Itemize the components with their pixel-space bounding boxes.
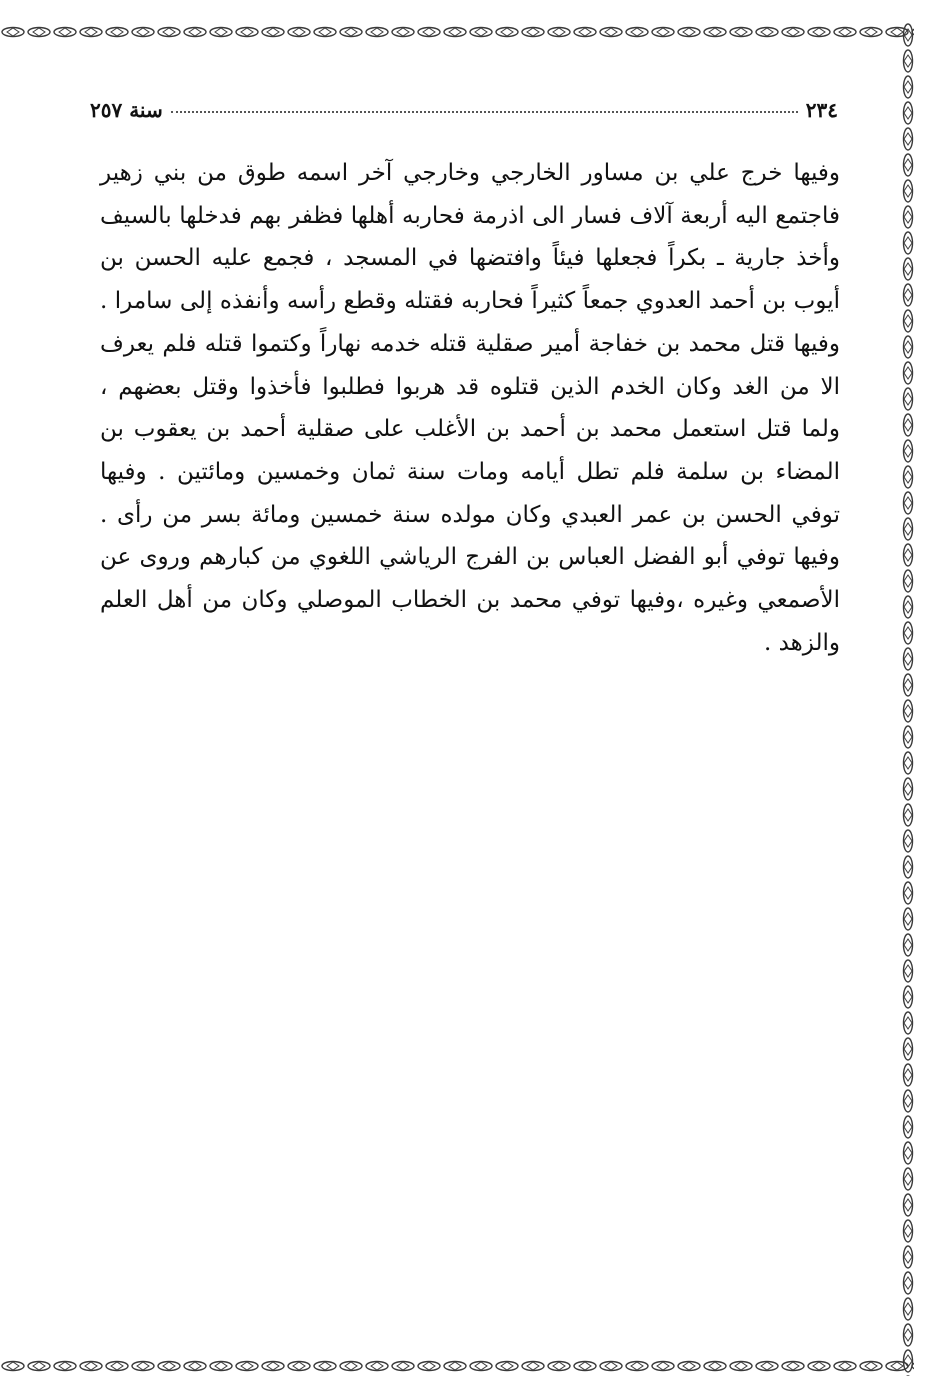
bottom-ornamental-border — [0, 1356, 914, 1376]
body-paragraph: وفيها خرج علي بن مساور الخارجي وخارجي آخر اسمه طوق من بني زهير فاجتمع اليه أربعة آلاف فسار الى اذرمة فحاربه أهلها فظفر بهم فدخلها بالسيف وأخذ جارية ـ بكراً فجعلها فيئاً وافتضها في المسجد ، فجمع عليه الحسن بن أيوب بن أحمد العدوي جمعاً كثيراً فحاربه فقتله وقطع رأسه وأنفذه إلى سامرا . وفيها قتل محمد بن خفاجة أمير صقلية قتله خدمه نهاراً وكتموا قتله فلم يعرف الا من الغد وكان الخدم الذين قتلوه قد هربوا فطلبوا فأخذوا وقتل بعضهم ، ولما قتل استعمل محمد بن أحمد بن الأغلب على صقلية أحمد بن يعقوب بن المضاء بن سلمة فلم تطل أيامه ومات سنة ثمان وخمسين ومائتين . وفيها توفي الحسن بن عمر العبدي وكان مولده سنة خمسين ومائة بسر من رأى . وفيها توفي أبو الفضل العباس بن الفرج الرياشي اللغوي من كبارهم وروى عن الأصمعي وغيره ،وفيها توفي محمد بن الخطاب الموصلي وكان من أهل العلم والزهد . — [100, 160, 840, 656]
top-ornamental-border — [0, 22, 914, 42]
page-number: ٢٣٤ — [805, 98, 838, 122]
running-title: سنة ٢٥٧ — [90, 98, 163, 122]
header-dotted-leader — [171, 111, 798, 113]
right-ornamental-border — [898, 22, 918, 1376]
page-header — [90, 98, 838, 126]
